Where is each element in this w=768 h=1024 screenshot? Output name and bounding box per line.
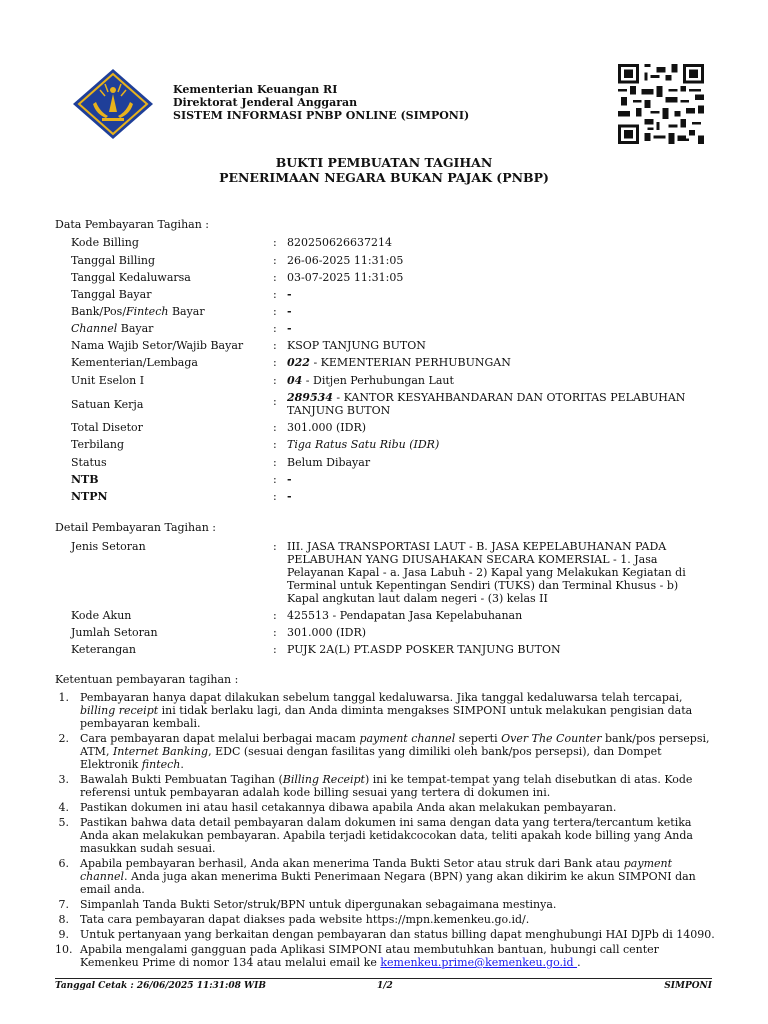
value-keterangan: PUJK 2A(L) PT.ASDP POSKER TANJUNG BUTON [287, 643, 561, 656]
value-kode-akun: 425513 - Pendapatan Jasa Kepelabuhanan [287, 609, 523, 622]
list-item: 4. Pastikan dokumen ini atau hasil cetakannya dibawa apabila Anda akan melakukan pembayaran. [58, 801, 617, 814]
value-tanggal-billing: 26-06-2025 11:31:05 [287, 254, 404, 267]
label-nama: Nama Wajib Setor/Wajib Bayar [71, 339, 244, 352]
separator: : [273, 339, 277, 352]
value-jumlah-setoran: 301.000 (IDR) [287, 626, 367, 639]
list-item: 5. Pastikan bahwa data detail pembayaran dalam dokumen ini sama dengan data yang tertera/tercantum ketika Anda akan melakukan pembayaran. Apabila terjadi ketidakcocokan data, teliti apakah kode billing yang Anda masukkan sudah sesuai. [58, 816, 693, 855]
value-bank: - [287, 305, 292, 318]
list-item: 8. Tata cara pembayaran dapat diakses pada website https://mpn.kemenkeu.go.id/. [58, 913, 530, 926]
label-jenis-setoran: Jenis Setoran [71, 540, 146, 553]
value-ntpn: - [287, 490, 292, 503]
separator: : [273, 473, 277, 486]
label-tanggal-bayar: Tanggal Bayar [71, 288, 152, 301]
label-keterangan: Keterangan [71, 643, 136, 656]
qr-code-icon [618, 64, 704, 144]
list-item: 3. Bawalah Bukti Pembuatan Tagihan (Billing Receipt) ini ke tempat-tempat yang telah disebutkan di atas. Kode referensi untuk pembayaran adalah kode billing sesuai yang tertera di dokumen ini. [58, 773, 693, 799]
list-item: 7. Simpanlah Tanda Bukti Setor/struk/BPN untuk dipergunakan sebagaimana mestinya. [58, 898, 557, 911]
page-number: 1/2 [377, 981, 393, 991]
separator: : [273, 490, 277, 503]
list-item: 9. Untuk pertanyaan yang berkaitan dengan pembayaran dan status billing dapat menghubungi HAI DJPb di 14090. [58, 928, 715, 941]
print-date: Tanggal Cetak : 26/06/2025 11:31:08 WIB [55, 981, 266, 991]
separator: : [273, 626, 277, 639]
separator: : [273, 305, 277, 318]
separator: : [273, 322, 277, 335]
terms-list [55, 691, 715, 971]
separator: : [273, 395, 277, 408]
list-item: 6. Apabila pembayaran berhasil, Anda akan menerima Tanda Bukti Setor atau struk dari Bank atau payment channel. Anda juga akan menerima Bukti Penerimaan Negara (BPN) yang akan dikirim ke akun SIMPONI dan email anda. [58, 857, 696, 896]
value-tanggal-kedaluwarsa: 03-07-2025 11:31:05 [287, 271, 404, 284]
footer-app-name: SIMPONI [664, 981, 712, 991]
separator: : [273, 540, 277, 553]
value-nama: KSOP TANJUNG BUTON [287, 339, 426, 352]
value-tanggal-bayar: - [287, 288, 292, 301]
separator: : [273, 456, 277, 469]
separator: : [273, 271, 277, 284]
value-terbilang: Tiga Ratus Satu Ribu (IDR) [287, 438, 440, 451]
label-ntb: NTB [71, 473, 99, 486]
label-bank: Bank/Pos/Fintech Bayar [71, 305, 205, 318]
label-kode-billing: Kode Billing [71, 236, 139, 249]
value-kode-billing: 820250626637214 [287, 236, 392, 249]
label-unit-eselon: Unit Eselon I [71, 374, 145, 387]
value-channel: - [287, 322, 292, 335]
email-link[interactable]: kemenkeu.prime@kemenkeu.go.id [380, 956, 578, 969]
org-line-2: Direktorat Jenderal Anggaran [173, 96, 358, 109]
label-kode-akun: Kode Akun [71, 609, 132, 622]
label-tanggal-kedaluwarsa: Tanggal Kedaluwarsa [71, 271, 191, 284]
separator: : [273, 254, 277, 267]
label-channel: Channel Bayar [71, 322, 154, 335]
list-item: 10. Apabila mengalami gangguan pada Aplikasi SIMPONI atau membutuhkan bantuan, hubungi call center Kemenkeu Prime di nomor 134 atau melalui email ke kemenkeu.prime@kemenkeu.go.id . [55, 943, 659, 969]
separator: : [273, 374, 277, 387]
separator: : [273, 609, 277, 622]
separator: : [273, 356, 277, 369]
detail-section-heading: Detail Pembayaran Tagihan : [55, 521, 216, 534]
org-line-3: SISTEM INFORMASI PNBP ONLINE (SIMPONI) [173, 109, 470, 122]
separator: : [273, 421, 277, 434]
organization-header [173, 83, 469, 122]
separator: : [273, 288, 277, 301]
separator: : [273, 643, 277, 656]
value-satuan-kerja: 289534 - KANTOR KESYAHBANDARAN DAN OTORITAS PELABUHAN TANJUNG BUTON [287, 391, 686, 417]
label-tanggal-billing: Tanggal Billing [71, 254, 156, 267]
label-kementerian: Kementerian/Lembaga [71, 356, 198, 369]
org-line-1: Kementerian Keuangan RI [173, 83, 338, 96]
value-unit-eselon: 04 - Ditjen Perhubungan Laut [287, 374, 454, 387]
separator: : [273, 236, 277, 249]
label-total-disetor: Total Disetor [71, 421, 143, 434]
value-jenis-setoran: III. JASA TRANSPORTASI LAUT - B. JASA KEPELABUHANAN PADA PELABUHAN YANG DIUSAHAKAN SECARA KOMERSIAL - 1. Jasa Pelayanan Kapal - a. Jasa Labuh - 2) Kapal yang Melakukan Kegiatan di Terminal untuk Kepentingan Sendiri (TUKS) dan Terminal Khusus - b) Kapal angkutan laut dalam negeri - (3) kelas II [287, 540, 686, 605]
value-ntb: - [287, 473, 292, 486]
label-status: Status [71, 456, 107, 469]
list-item: 1. Pembayaran hanya dapat dilakukan sebelum tanggal kedaluwarsa. Jika tanggal kedaluwarsa telah tercapai, billing receipt ini tidak berlaku lagi, dan Anda diminta mengakses SIMPONI untuk melakukan pengisian data pembayaran kembali. [58, 691, 693, 730]
label-terbilang: Terbilang [71, 438, 125, 451]
kemenkeu-logo-icon [72, 68, 154, 140]
value-status: Belum Dibayar [287, 456, 371, 469]
label-satuan-kerja: Satuan Kerja [71, 398, 144, 411]
value-total-disetor: 301.000 (IDR) [287, 421, 367, 434]
label-ntpn: NTPN [71, 490, 108, 503]
terms-heading: Ketentuan pembayaran tagihan : [55, 673, 239, 686]
footer-divider [55, 978, 712, 979]
list-item: 2. Cara pembayaran dapat melalui berbagai macam payment channel seperti Over The Counter bank/pos persepsi, ATM, Internet Banking, EDC (sesuai dengan fasilitas yang dimiliki oleh bank/pos persepsi), dan Dompet Elektronik fintech. [58, 732, 710, 771]
separator: : [273, 438, 277, 451]
document-title [0, 155, 768, 185]
label-jumlah-setoran: Jumlah Setoran [71, 626, 158, 639]
value-kementerian: 022 - KEMENTERIAN PERHUBUNGAN [287, 356, 511, 369]
title-line-2: PENERIMAAN NEGARA BUKAN PAJAK (PNBP) [219, 170, 549, 185]
title-line-1: BUKTI PEMBUATAN TAGIHAN [275, 155, 493, 170]
billing-section-heading: Data Pembayaran Tagihan : [55, 218, 209, 231]
